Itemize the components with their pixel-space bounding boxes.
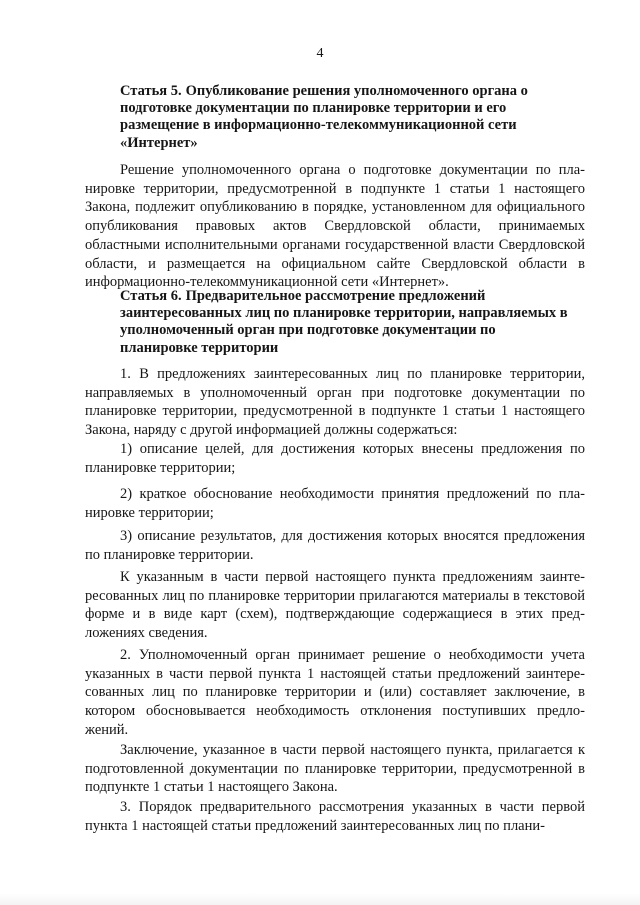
article-5-heading — [120, 83, 570, 152]
article-6-title: Предварительное рассмотрение предложений заинтересованных лиц по планировке территории, направляемых в уполномоченный орган при подготовке документации по планировке территории — [120, 288, 568, 356]
page-number: 4 — [316, 46, 324, 61]
article-6-label: Статья 6. — [120, 288, 182, 304]
article-6-item-3: 3) описание результатов, для достижения которых вносятся предложения по планировке территории. — [85, 528, 585, 563]
article-6-attachments-paragraph: К указанным в части первой настоящего пункта предложениям заинтересованных лиц по планировке территории прилагаются материалы в текстовой форме и в виде карт (схем), подтверждающие содержащиеся в этих предложениях сведения. — [85, 569, 585, 642]
article-6-paragraph-2: 2. Уполномоченный орган принимает решение о необходимости учета указанных в части первой пункта 1 настоящей статьи предложений заинтересованных лиц по планировке территории и (или) составляет заключение, в котором обосновывается необходимость отклонения поступивших предложений. — [85, 647, 585, 738]
article-5-title: Опубликование решения уполномоченного органа о подготовке документации по планировке территории и его размещение в информационно-телекоммуникационной сети «Интернет» — [120, 83, 528, 151]
article-6-item-1: 1) описание целей, для достижения которых внесены предложения по планировке территории; — [85, 441, 585, 476]
article-6-paragraph-3: 3. Порядок предварительного рассмотрения указанных в части первой пункта 1 настоящей статьи предложений заинтересованных лиц по плани- — [85, 799, 585, 834]
article-6-conclusion-paragraph: Заключение, указанное в части первой настоящего пункта, прилагается к подготовленной документации по планировке территории, предусмотренной в подпункте 1 статьи 1 настоящего Закона. — [85, 742, 585, 796]
article-6-item-2: 2) краткое обоснование необходимости принятия предложений по планировке территории; — [85, 486, 585, 521]
article-5-label: Статья 5. — [120, 83, 182, 99]
article-5-body: Решение уполномоченного органа о подготовке документации по планировке территории, предусмотренной в подпункте 1 статьи 1 настоящего Закона, подлежит опубликованию в порядке, установленном для официального опубликования правовых актов Свердловской области, принимаемых областными исполнительными органами государственной власти Свердловской области, и размещается на официальном сайте Свердловской области в информационно-телекоммуникационной сети «Интернет». — [85, 162, 585, 291]
article-6-paragraph-1: 1. В предложениях заинтересованных лиц по планировке территории, направляемых в уполномоченный орган при подготовке документации по планировке территории, предусмотренной в подпункте 1 статьи 1 настоящего Закона, наряду с другой информацией должны содержаться: — [85, 366, 585, 439]
article-6-heading — [120, 288, 570, 357]
scan-bottom-edge — [0, 893, 640, 905]
